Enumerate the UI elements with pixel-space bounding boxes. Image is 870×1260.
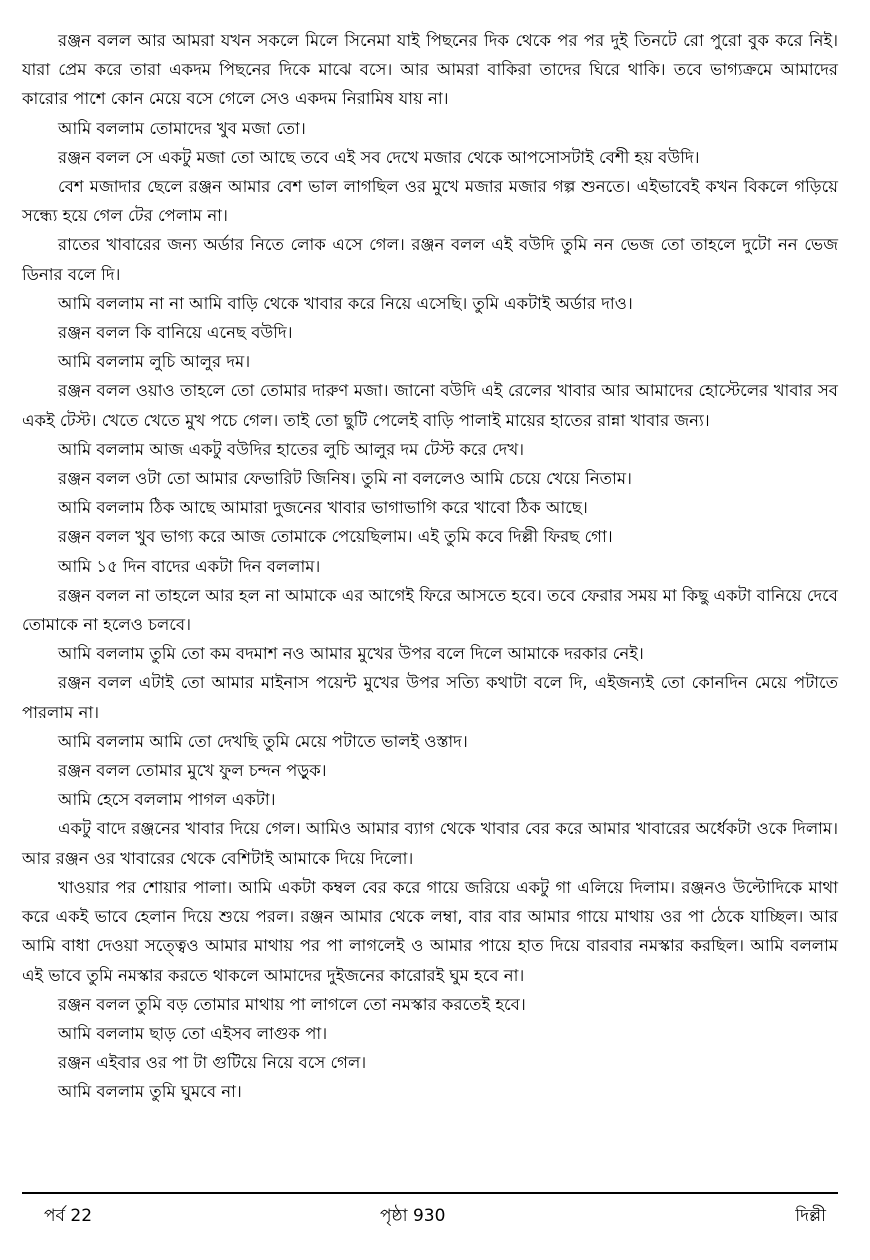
paragraph: রঞ্জন বলল তুমি বড় তোমার মাথায় পা লাগলে তো নমস্কার করতেই হবে। (58, 994, 526, 1014)
paragraph: আমি বললাম আমি তো দেখছি তুমি মেয়ে পটাতে ভালই ওস্তাদ। (58, 731, 468, 751)
paragraph: রঞ্জন বলল ওয়াও তাহলে তো তোমার দারুণ মজা। জানো বউদি এই রেলের খাবার আর আমাদের হোস্টেলের খাবার সব একই টেস্ট। খেতে খেতে মুখ পচে গেল। তাই তো ছুটি পেলেই বাড়ি পালাই মায়ের হাতের রান্না খাবার জন্য। (22, 381, 838, 430)
paragraph: আমি বললাম ছাড় তো এইসব লাগুক পা। (58, 1023, 328, 1043)
paragraph: আমি বললাম লুচি আলুর দম। (58, 352, 251, 372)
paragraph: রঞ্জন বলল না তাহলে আর হল না আমাকে এর আগেই ফিরে আসতে হবে। তবে ফেরার সময় মা কিছু একটা বানিয়ে দেবে তোমাকে না হলেও চলবে। (22, 585, 838, 635)
paragraph: রঞ্জন বলল আর আমরা যখন সকলে মিলে সিনেমা যাই পিছনের দিক থেকে পর পর দুই তিনটে রো পুরো বুক করে নিই। যারা প্রেম করে তারা একদম পিছনের দিকে মাঝে বসে। আর আমরা বাকিরা তাদের ঘিরে থাকি। তবে ভাগ্যক্রমে আমাদের কারোর পাশে কোন মেয়ে বসে গেলে সেও একদম নিরামিষ যায় না। (22, 31, 838, 109)
paragraph: আমি বললাম না না আমি বাড়ি থেকে খাবার করে নিয়ে এসেছি। তুমি একটাই অর্ডার দাও। (58, 293, 633, 313)
paragraph: আমি বললাম ঠিক আছে আমারা দুজনের খাবার ভাগাভাগি করে খাবো ঠিক আছে। (58, 498, 588, 518)
paragraph: আমি বললাম তুমি ঘুমবে না। (58, 1082, 242, 1102)
paragraph: রাতের খাবারের জন্য অর্ডার নিতে লোক এসে গেল। রঞ্জন বলল এই বউদি তুমি নন ভেজ তো তাহলে দুটো নন ভেজ ডিনার বলে দি। (22, 235, 838, 284)
paragraph: রঞ্জন বলল সে একটু মজা তো আছে তবে এই সব দেখে মজার থেকে আপসোসটাই বেশী হয় বউদি। (58, 147, 700, 167)
paragraph: রঞ্জন বলল খুব ভাগ্য করে আজ তোমাকে পেয়েছিলাম। এই তুমি কবে দিল্লী ফিরছ গো। (58, 527, 613, 547)
paragraph: আমি বললাম তোমাদের খুব মজা তো। (58, 118, 306, 138)
paragraph: আমি বললাম তুমি তো কম বদমাশ নও আমার মুখের উপর বলে দিলে আমাকে দরকার নেই। (58, 644, 644, 664)
paragraph: বেশ মজাদার ছেলে রঞ্জন আমার বেশ ভাল লাগছিল ওর মুখে মজার মজার গল্প শুনতে। এইভাবেই কখন বিকলে গড়িয়ে সন্ধ্যে হয়ে গেল টের পেলাম না। (22, 177, 838, 226)
paragraph: আমি হেসে বললাম পাগল একটা। (58, 790, 276, 810)
footer-episode: পর্ব 22 (44, 1206, 93, 1226)
paragraph: আমি ১৫ দিন বাদের একটা দিন বললাম। (58, 556, 321, 576)
paragraph: রঞ্জন বলল কি বানিয়ে এনেছ বউদি। (58, 323, 293, 343)
paragraph: রঞ্জন বলল ওটা তো আমার ফেভারিট জিনিষ। তুমি না বললেও আমি চেয়ে খেয়ে নিতাম। (58, 469, 632, 489)
body-text (22, 26, 838, 1107)
paragraph: রঞ্জন বলল এটাই তো আমার মাইনাস পয়েন্ট মুখের উপর সত্যি কথাটা বলে দি, এইজন্যই তো কোনদিন মেয়ে পটাতে পারলাম না। (22, 673, 838, 722)
footer-page-number: পৃষ্ঠা 930 (380, 1206, 446, 1226)
paragraph: রঞ্জন এইবার ওর পা টা গুটিয়ে নিয়ে বসে গেল। (58, 1053, 367, 1073)
paragraph: একটু বাদে রঞ্জনের খাবার দিয়ে গেল। আমিও আমার ব্যাগ থেকে খাবার বের করে আমার খাবারের অর্ধেকটা ওকে দিলাম। আর রঞ্জন ওর খাবারের থেকে বেশিটাই আমাকে দিয়ে দিলো। (22, 819, 838, 868)
paragraph: খাওয়ার পর শোয়ার পালা। আমি একটা কম্বল বের করে গায়ে জরিয়ে একটু গা এলিয়ে দিলাম। রঞ্জনও উল্টোদিকে মাথা করে একই ভাবে হেলান দিয়ে শুয়ে পরল। রঞ্জন আমার থেকে লম্বা, বার বার আমার গায়ে মাথায় ওর পা ঠেকে যাচ্ছিল। আর আমি বাধা দেওয়া সত্ত্বেও আমার মাথায় পর পা লাগলেই ও আমার পায়ে হাত দিয়ে বারবার নমস্কার করছিল। আমি বললাম এই ভাবে তুমি নমস্কার করতে থাকলে আমাদের দুইজনের কারোরই ঘুম হবে না। (22, 877, 838, 985)
footer-divider (22, 1192, 838, 1194)
paragraph: আমি বললাম আজ একটু বউদির হাতের লুচি আলুর দম টেস্ট করে দেখ। (58, 439, 525, 459)
footer-location: দিল্লী (795, 1206, 826, 1226)
paragraph: রঞ্জন বলল তোমার মুখে ফুল চন্দন পড়ুক। (58, 761, 327, 781)
